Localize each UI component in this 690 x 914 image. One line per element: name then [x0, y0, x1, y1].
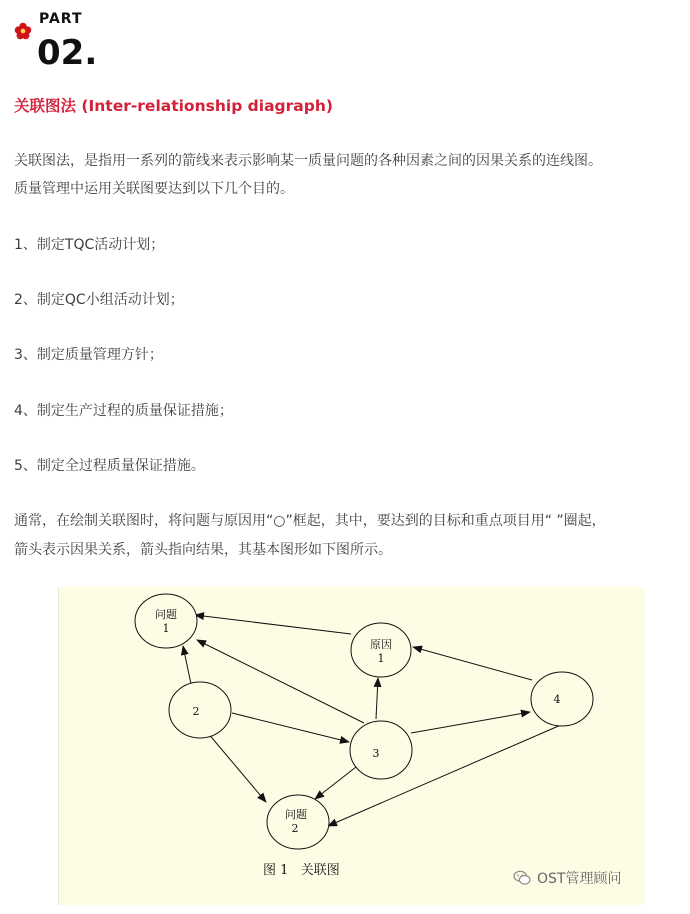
figure-caption: 图 1 关联图 — [263, 863, 340, 878]
arrow-node3-to-cause1 — [376, 678, 378, 719]
node-4-label: 4 — [553, 693, 561, 706]
part-number: 02. — [37, 33, 98, 73]
relationship-diagram-figure — [58, 587, 645, 905]
arrow-node4-to-cause1 — [413, 647, 532, 680]
list-item-3: 3、制定质量管理方针； — [14, 347, 163, 363]
node-2-label: 2 — [192, 705, 200, 718]
watermark-text: OST管理顾问 — [537, 871, 622, 887]
section-title: 关联图法 (Inter-relationship diagraph) — [14, 97, 333, 115]
node-cause1-number: 1 — [377, 652, 385, 665]
node-problem1-label: 问题 — [155, 608, 177, 621]
list-item-2: 2、制定QC小组活动计划； — [14, 292, 184, 308]
part-header — [12, 8, 212, 78]
flower-icon — [14, 22, 32, 40]
arrow-node3-to-problem2 — [315, 767, 356, 799]
usage-line-1: 通常，在绘制关联图时，将问题与原因用“○”框起，其中，要达到的目标和重点项目用“ ”圈起， — [14, 513, 606, 529]
node-3-label: 3 — [372, 747, 380, 760]
part-label: PART — [39, 11, 83, 27]
node-problem2-label: 问题 — [285, 808, 307, 821]
node-2 — [169, 682, 231, 738]
node-4 — [531, 672, 593, 726]
arrow-node2-to-problem2 — [207, 732, 266, 802]
node-problem2-number: 2 — [291, 822, 299, 835]
wechat-icon — [513, 870, 531, 886]
arrow-cause1-to-problem1 — [195, 615, 351, 634]
relationship-diagram — [59, 587, 645, 905]
usage-line-2: 箭头表示因果关系，箭头指向结果，其基本图形如下图所示。 — [14, 542, 392, 558]
node-problem1-number: 1 — [162, 622, 170, 635]
arrow-node2-to-node3 — [232, 713, 349, 742]
watermark — [513, 868, 621, 888]
list-item-1: 1、制定TQC活动计划； — [14, 237, 165, 253]
list-item-5: 5、制定全过程质量保证措施。 — [14, 458, 205, 474]
node-3 — [350, 721, 412, 779]
arrow-node2-to-problem1 — [183, 646, 191, 684]
node-problem1 — [135, 594, 197, 648]
node-cause1-label: 原因 — [370, 638, 392, 651]
intro-line-2: 质量管理中运用关联图要达到以下几个目的。 — [14, 181, 294, 197]
arrow-node3-to-node4 — [411, 712, 530, 733]
list-item-4: 4、制定生产过程的质量保证措施； — [14, 403, 233, 419]
intro-line-1: 关联图法，是指用一系列的箭线来表示影响某一质量问题的各种因素之间的因果关系的连线图。 — [14, 153, 602, 169]
